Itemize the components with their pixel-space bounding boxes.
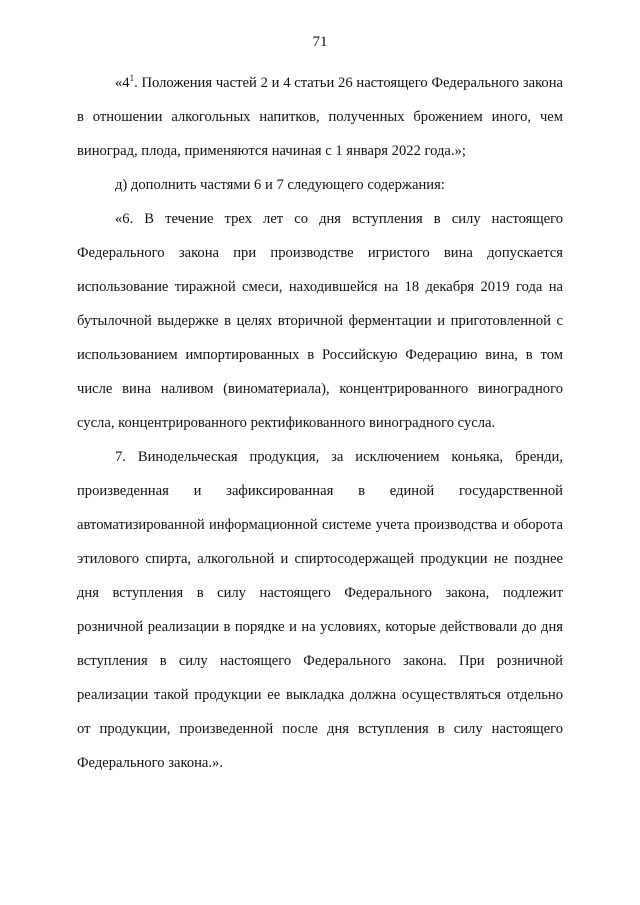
document-body [77, 66, 563, 780]
superscript-1: 1 [129, 73, 135, 83]
paragraph-4-1 [77, 66, 563, 168]
paragraph-4-1-text: . Положения частей 2 и 4 статьи 26 настоящего Федерального закона в отношении алкогольных напитков, полученных брожением иного, чем виноград, плода, применяются начиная с 1 января 2022 года.»; [77, 75, 563, 159]
paragraph-6: «6. В течение трех лет со дня вступления в силу настоящего Федерального закона при производстве игристого вина допускается использование тиражной смеси, находившейся на 18 декабря 2019 года на бутылочной выдержке в целях вторичной ферментации и приготовленной с использованием импортированных в Российскую Федерацию вина, в том числе вина наливом (виноматериала), концентрированного виноградного сусла, концентрированного ректификованного виноградного сусла. [77, 211, 563, 431]
paragraph-d: д) дополнить частями 6 и 7 следующего содержания: [115, 177, 445, 193]
paragraph-4-1-prefix: «4 [115, 75, 130, 91]
page-number: 71 [312, 34, 328, 50]
paragraph-7: 7. Винодельческая продукция, за исключением коньяка, бренди, произведенная и зафиксированная в единой государственной автоматизированной информационной системе учета производства и оборота этилового спирта, алкогольной и спиртосодержащей продукции не позднее дня вступления в силу настоящего Федерального закона, подлежит розничной реализации в порядке и на условиях, которые действовали до дня вступления в силу настоящего Федерального закона. При розничной реализации такой продукции ее выкладка должна осуществляться отдельно от продукции, произведенной после дня вступления в силу настоящего Федерального закона.». [77, 449, 563, 771]
